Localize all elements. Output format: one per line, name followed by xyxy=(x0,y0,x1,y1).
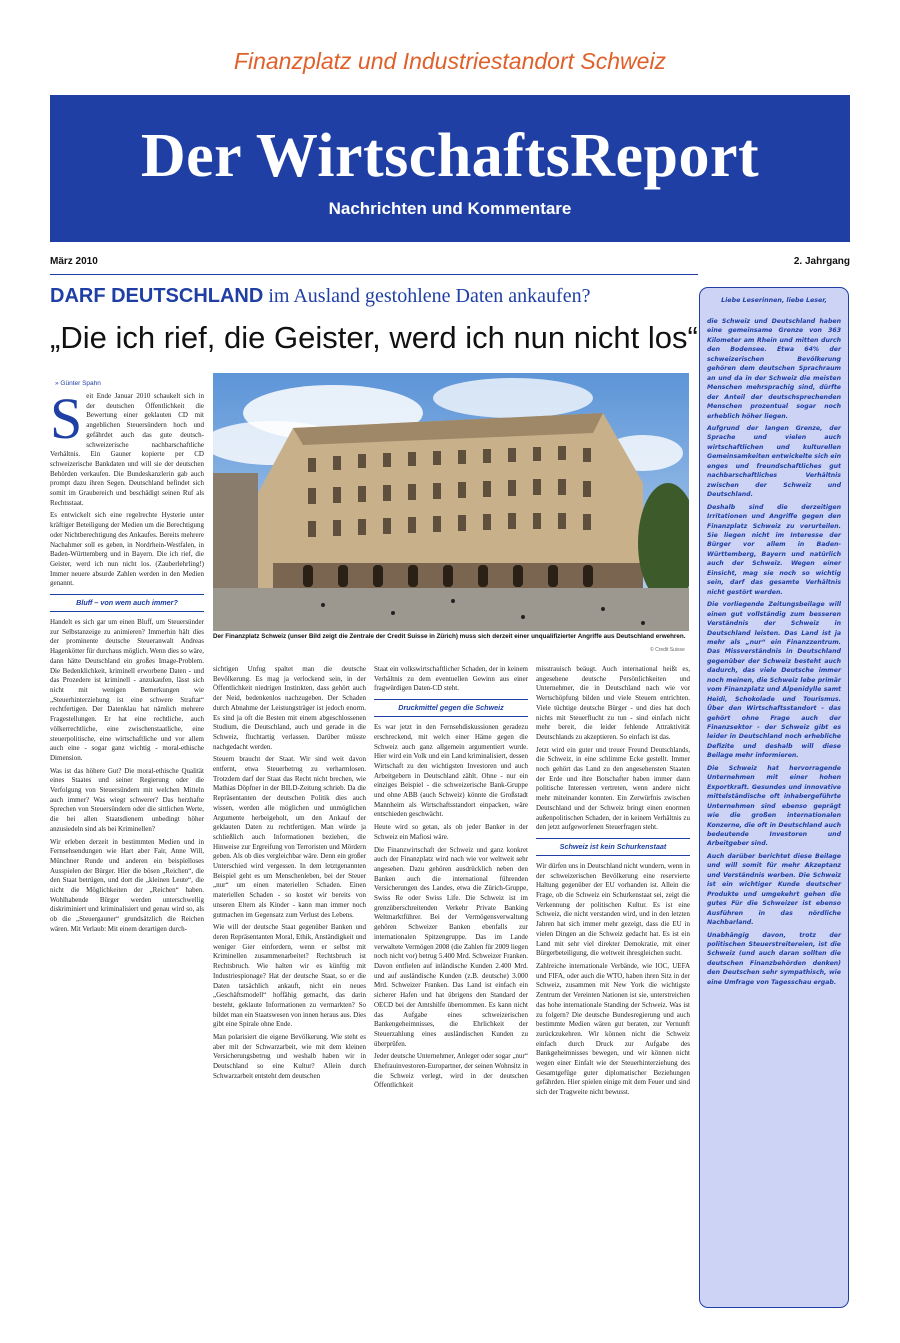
paragraph: Wie will der deutsche Staat gegenüber Banken und deren Repräsentanten Moral, Ethik, Anständigkeit und weniger Gier einfordern, wenn er selbst mit Kriminellen zusammenarbeitet? Rechtsbruch ist Rechtsbruch. Wie halten wir es künftig mit Industriespionage? Hat der deutsche Staat, so er die Daten tatsächlich ankauft, nicht ein neues „Geschäftsmodell“ hoffähig gemacht, das darin besteht, geklaute Informationen zu vermarkten? So bildet man ein Staatswesen von innen heraus aus. Dies gibt eine Spirale ohne Ende. xyxy=(213,923,366,1029)
column-3 xyxy=(374,665,528,1310)
paragraph: Wir erleben derzeit in bestimmten Medien und in Fernsehsendungen wie Hart aber Fair, Anne Will, Münchner Runde und anderen ein beispielloses Ausspielen der Bürger. Hier die bösen „Reichen“, die den Staat betrügen, und dort die „kleinen Leute“, die nicht die Möglichkeiten der „Reichen“ haben. Wohlhabende Bürger werden unterschwellig diskriminiert und kriminalisiert und genau wird so, als ob die „Steuergauner“ grundsätzlich die Reichen wären. Mit Verlaub: Mit einem derartigen durch- xyxy=(50,837,204,933)
paragraph: Es war jetzt in den Fernsehdiskussionen geradezu erschreckend, mit welch einer Häme gegen die Schweiz auch ganz allgemein argumentiert wurde. Hier wird ein Volk und ein Land kriminalisiert, dessen Wirtschaft zu den wichtigsten Investoren und auch Arbeitgebern in Deutschland zählt. Ohne - nur ein einziges Beispiel - die schweizerische Bank-Gruppe und ohne ABB (auch Schweiz) könnte die Großstadt Mannheim als Wirtschaftsstandort einpacken, wäre entschieden geschwächt. xyxy=(374,723,528,819)
issue-volume: 2. Jahrgang xyxy=(793,256,850,267)
sidebar-paragraph: die Schweiz und Deutschland haben eine gemeinsame Grenze von 363 Kilometer am Rhein und mitten durch den Bodensee. Etwa 64% der schweizerischen Bevölkerung gehören dem deutschen Sprachraum an und da in der Schweiz die meisten Menschen mehrsprachig sind, dürfte der Anteil der deutschsprechenden Menschen prozentual sogar noch erheblich höher liegen. xyxy=(707,318,841,420)
article-headline: „Die ich rief, die Geister, werd ich nun nicht los“ xyxy=(50,320,698,355)
drop-cap: S xyxy=(50,392,83,451)
paragraph: Man polarisiert die eigene Bevölkerung. Wie steht es aber mit der Schwarzarbeit, wie mit dem kleinen Versicherungsbetrug und weshalb haben wir in Deutschland so eine Kultur? Allein durch Schwarzarbeit entsteht dem deutschen xyxy=(213,1033,366,1080)
paragraph: Jetzt wird ein guter und treuer Freund Deutschlands, die Schweiz, in eine schlimme Ecke gestellt. Immer noch gehört das Land zu den angesehensten Staaten der Erde und ihre Botschafter haben immer dann politische Interessen vertreten, wenn andere nicht mehr miteinander konnten. Ein Zerwürfnis zwischen Deutschland und der Schweiz bringt einen enormen außenpolitischen Schaden, der in keinem Verhältnis zu den jetzt aufgeworfenen Steuerfragen steht. xyxy=(536,745,690,832)
sidebar-paragraph: Deshalb sind die derzeitigen Irritationen und Angriffe gegen den Finanzplatz Schweiz zu verurteilen. Sie liegen nicht im Interesse der Bürger vor allem in Baden-Württemberg, Bayern und natürlich auch der Schweiz. Wegen einer Einsicht, mag sie noch so wichtig sein, darf das gesamte Verhältnis nicht gestört werden. xyxy=(707,503,841,596)
editorial-sidebar xyxy=(699,287,849,1308)
photo-caption: Der Finanzplatz Schweiz (unser Bild zeigt die Zentrale der Credit Suisse in Zürich) muss sich derzeit einer unqualifizierter Angriffe aus Deutschland erwehren. xyxy=(213,633,686,640)
paragraph: Handelt es sich gar um einen Bluff, um Steuersünder zur Selbstanzeige zu animieren? Immerhin hält dies der prominente deutsche Steueranwalt Andreas Hagenkötter für durchaus möglich. Wenn dies so wäre, dann hätte Deutschland ein großes Image-Problem. Die Bedenklichkeit, kriminell erworbene Daten - und das Prozedere ist kriminell - anzukaufen, lässt sich nicht mit wenigen Bemerkungen wie „Steuerhinterziehung ist eine schwere Straftat“ rechtfertigen. Der Datenklau hat nämlich mehrere Fragestellungen. Er hat eine rechtliche, auch völkerrechtliche, eine zwischenstaatliche, eine steuerpolitische, eine wirtschaftliche und vor allem auch eine - sogar ganz wichtig - moral-ethische Dimension. xyxy=(50,618,204,762)
masthead-banner xyxy=(50,95,850,242)
column-4 xyxy=(536,665,690,1310)
paragraph: Zahlreiche internationale Verbände, wie IOC, UEFA und FIFA, oder auch die WTO, haben ihren Sitz in der Schweiz, zusammen mit New York die wichtigste Zentrum der Vereinten Nationen ist sie, unterstreichen das hohe internationale Standing der Schweiz. Was ist zu folgern? Die deutsche Bundesregierung und auch bestimmte Medien wären gut beraten, zur Vernunft zurückzukehren. Wir können nicht die Schweiz einfach durch Druck zur Aufgabe des Bankgeheimnisses bewegen, und wir können nicht wegen einer Einfalt wie der Steuerhinterziehung des Gesamtgefüge guter diplomatischer Beziehungen gefährden. Hier spielen einige mit dem Feuer und sind sich der Tragweite nicht bewusst. xyxy=(536,961,690,1097)
masthead-subtitle: Nachrichten und Kommentare xyxy=(328,199,572,218)
paragraph: Heute wird so getan, als ob jeder Banker in der Schweiz ein Mafiosi wäre. xyxy=(374,823,528,841)
sidebar-paragraph: Aufgrund der langen Grenze, der Sprache und vielen auch wirtschaftlichen und kulturellen Gemeinsamkeiten entwickelte sich ein enges und freundschaftliches gut nachbarschaftliches Verhältnis zwischen der Schweiz und Deutschland. xyxy=(707,424,842,499)
sidebar-body xyxy=(707,317,841,987)
header-rule xyxy=(50,274,698,275)
dateline xyxy=(50,256,850,267)
photo-credit: © Credit Suisse xyxy=(650,647,685,653)
sidebar-paragraph: Die vorliegende Zeitungsbeilage will einen gut vollständig zum besseren Verständnis der Schweiz in Deutschland leisten. Das Land ist ja mehr als „nur“ ein Finanzzentrum. Das Missverständnis in Deutschland gegenüber der Schweiz besteht auch dadurch, das viele Deutsche immer noch meinen, die Schweiz lebe primär vom Finanzplatz und Alpenidylle samt Heidi, Schokolade und Tourismus. Über den Wirtschaftsstandort - das gehört ohne Frage auch der Finanzsektor - der Schweiz gibt es leider in Deutschland noch erhebliche Defizite und deshalb will diese Beilage mehr informieren. xyxy=(707,601,841,760)
subheading: Bluff – von wem auch immer? xyxy=(50,594,204,612)
article-kicker xyxy=(50,285,700,308)
paragraph: Staat ein volkswirtschaftlicher Schaden, der in keinem Verhältnis zu dem eventuellen Gewinn aus einer fragwürdigen Daten-CD steht. xyxy=(374,665,528,693)
issue-date: März 2010 xyxy=(50,256,98,267)
kicker-bold: DARF DEUTSCHLAND xyxy=(50,285,264,307)
masthead-title: Der WirtschaftsReport xyxy=(140,122,760,190)
sidebar-greeting: Liebe Leserinnen, liebe Leser, xyxy=(721,297,827,304)
paragraph: Wir dürfen uns in Deutschland nicht wundern, wenn in der schweizerischen Bevölkerung eine reservierte Haltung gegenüber der EU vorhanden ist. Allein die Frage, ob die Schweiz ein Schurkenstaat sei, zeigt die Verkennung der politischen Kultur. Es ist eine Schweiz, die nicht verstanden wird, und in den letzten Jahren hat sich immer mehr gezeigt, dass die EU in vielen Dingen an die Schweiz gedacht hat. Es ist ein Land mit sehr viel direkter Demokratie, mit einer Bürgerbeteiligung, die weltweit ihresgleichen sucht. xyxy=(536,861,690,958)
paragraph: Was ist das höhere Gut? Die moral-ethische Qualität eines Staates und seiner Regierung oder die Verfolgung von Steuersündern mit welchen Mitteln auch immer? Was wiegt schwerer? Das herzhafte Sprechen von Steuersündern oder die sittlichen Werte, die bei allen Staatsdienern unbedingt höher anzusiedeln sind als bei Kriminellen? xyxy=(50,766,204,833)
paragraph: Es entwickelt sich eine regelrechte Hysterie unter kräftiger Beteiligung der Medien um die Berechtigung oder Nichtberechtigung des Ankaufes. Bereits mehrere Nachahmer soll es geben, in Nordrhein-Westfalen, in Baden-Württemberg und in Bayern. Die ich rief, die Geister, werd ich nun nicht los. (Zauberlehrling!) Immer neuere absurde Zahlen werden in den Medien genannt. xyxy=(50,511,204,588)
kicker-rest: im Ausland gestohlene Daten ankaufen? xyxy=(263,285,591,307)
paragraph: Steuern braucht der Staat. Wir sind weit davon entfernt, etwa Steuerbetrug zu verharmlosen. Trotzdem darf der Staat das Recht nicht brechen, wie Mathias Döpfner in der BILD-Zeitung schrieb. Da die Repräsentanten der deutschen Politik dies auch wissen, werden alle möglichen und unmöglichen Argumente herbeigeholt, um den Ankauf der geklauten Daten zu rechtfertigen. Man würde ja schließlich auch Informationen beziehen, die Hinweise zur Ergreifung von Terroristen und Mördern geben. Als ob dies vergleichbar wäre. Denn ein großer Unterschied wird vergessen. In dem letztgenannten Beispiel geht es um Menschenleben, bei der Steuer „nur“ um einen materiellen Schaden. Einen materiellen Schaden - so kostet wir bereits von unseren Eltern als Kinder - kann man immer noch gutmachen im Gegensatz zum Verlust des Lebens. xyxy=(213,755,366,919)
column-1 xyxy=(50,392,204,1310)
column-2 xyxy=(213,665,366,1310)
subheading: Schweiz ist kein Schurkenstaat xyxy=(536,838,690,856)
sidebar-paragraph: Auch darüber berichtet diese Beilage und will somit für mehr Akzeptanz und Verständnis werben. Die Schweiz ist ein wichtiger Kunde deutscher Produkte und umgekehrt gehen die gutes Für die Schweizer ist ebenso Ausführen in das nördliche Nachbarland. xyxy=(707,852,841,927)
supertitle: Finanzplatz und Industriestandort Schweiz xyxy=(233,48,667,74)
article-author: » Günter Spahn xyxy=(55,380,101,387)
sidebar-paragraph: Unabhängig davon, trotz der politischen Steuerstreitereien, ist die Schweiz (und auch daran sollten die deutschen Finanzbehörden denken) den Deutschen sehr sympathisch, wie eine Umfrage von Tagesschau ergab. xyxy=(707,931,841,986)
paragraph: Die Finanzwirtschaft der Schweiz und ganz konkret auch der Finanzplatz wird nach wie vor weltweit sehr angesehen. Dazu gehören ausdrücklich neben den Banken auch die international führenden Versicherungen des Landes, etwa die Zürich-Gruppe, Swiss Re oder Swiss Life. Die Schweiz ist im grenzüberschreitenden Verkehr Private Banking Weltmarktführer. Bei der Vermögensverwaltung gehören Schweizer Banken ebenfalls zur internationalen Spitzengruppe. Das im Lande verwaltete Vermögen 2008 (die Zahlen für 2009 liegen noch nicht vor) betrug 5.400 Mrd. Schweizer Franken. Davon entfielen auf inländische Kunden 2.400 Mrd. und auf ausländische Kunden (z.B. deutsche) 3.000 Mrd. Schweizer Franken. Das Land ist einfach ein sicherer Hafen und hat übrigens den Standard der OECD bei der Amtshilfe übernommen. Es kann nicht das Aufgabe eines schweizerischen Bankengeheimnisses, die Ehrlichkeit der Steuerzahlung eines ausländischen Kunden zu überprüfen. xyxy=(374,845,528,1048)
paragraph: Jeder deutsche Unternehmer, Anleger oder sogar „nur“ Ehefrauinvestoren-Europartner, der seinen Wohnsitz in die Schweiz verlegt, wird in der deutschen Öffentlichkeit xyxy=(374,1052,528,1090)
paragraph: sichtigen Unfug spaltet man die deutsche Bevölkerung. Es mag ja verlockend sein, in der Öffentlichkeit niedrigen Instinkten, dass gehört auch der Neid, bedenkenlos nachzugeben. Der Schaden durch Abnahme der Leistungsträger ist jedoch enorm. Es sind ja oft die Besten mit einem abgeschlossenen Studium, die Deutschland, auch und gerade in die Schweiz, fluchtartig verlassen. Darüber müsste nachgedacht werden. xyxy=(213,665,366,751)
subheading: Druckmittel gegen die Schweiz xyxy=(374,699,528,717)
sidebar-paragraph: Die Schweiz hat hervorragende Unternehmen mit einer hohen Exportkraft. Gesundes und innovative mittelständische oft inhabergeführte Unternehmen sind ebenso geprägt wie die großen internationalen Konzerne, die oft in Deutschland auch bedeutende Investoren und Arbeitgeber sind. xyxy=(707,764,841,848)
paragraph: misstrauisch beäugt. Auch international heißt es, angesehene deutsche Persönlichkeiten und Unternehmer, die in Deutschland nach wie vor Wertschöpfung bilden und viele Steuern entrichten. Viele tüchtige deutsche Bürger - und dies hat doch nichts mit Steuerflucht zu tun - sind einfach nicht mehr bereit, die leider fehlende Attraktivität Deutschlands zu akzeptieren. So einfach ist das. xyxy=(536,665,690,741)
paragraph: eit Ende Januar 2010 schaukelt sich in der deutschen Öffentlichkeit die Bewertung einer geklauten CD mit angeblichen Steuersündern hoch und gefährdet auch das gute deutsch-schweizerische nachbarschaftliche Verhältnis. Ein Gauner kopierte per CD schweizerische Bankdaten und will sie der deutschen Behörden verkaufen. Die Bundeskanzlerin gab auch prompt dazu ihren Segen. Deutschland befindet sich somit im Graubereich und beschädigt seinen Ruf als Rechtsstaat. xyxy=(50,392,204,507)
article-photo xyxy=(213,373,689,631)
